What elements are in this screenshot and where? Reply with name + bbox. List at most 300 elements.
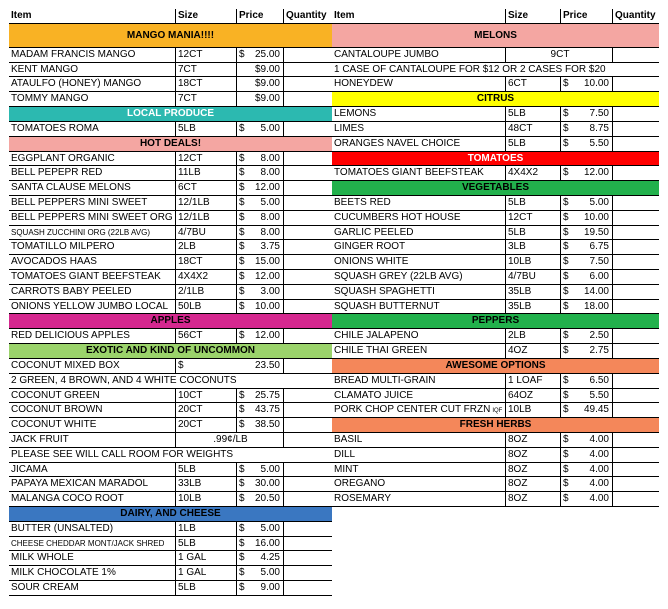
item-price	[560, 389, 612, 403]
item-row-cucumbers-hot-house	[332, 211, 659, 226]
item-row-mint	[332, 463, 659, 478]
item-price	[236, 63, 283, 77]
item-price	[560, 226, 612, 240]
price-value: 7.50	[589, 108, 609, 120]
item-size: 35LB	[505, 300, 560, 314]
item-name	[9, 285, 175, 299]
note-row	[9, 374, 332, 389]
price-value: 5.50	[589, 137, 609, 149]
item-row-jack-fruit	[9, 433, 332, 448]
section-title: FRESH HERBS	[459, 419, 532, 431]
item-price	[560, 166, 612, 180]
item-price	[560, 344, 612, 358]
item-row-onions-white	[332, 255, 659, 270]
price-currency: $	[563, 271, 569, 282]
item-price	[560, 211, 612, 225]
price-currency: $	[239, 300, 245, 312]
quantity-input[interactable]	[612, 403, 659, 417]
section-header-citrus	[332, 92, 659, 107]
price-value: 12.00	[254, 182, 280, 194]
item-size: 12CT	[175, 48, 236, 62]
item-size: 5LB	[505, 107, 560, 121]
item-price	[236, 255, 283, 269]
quantity-input[interactable]	[612, 374, 659, 388]
item-name-text: SQUASH SPAGHETTI	[334, 285, 435, 297]
item-row-madam-francis-mango	[9, 48, 332, 63]
item-name	[9, 211, 175, 225]
item-row-bell-peppers-mini-sweet	[9, 196, 332, 211]
price-currency: $	[239, 552, 245, 564]
item-price	[236, 537, 283, 551]
price-value: 5.00	[260, 522, 280, 534]
quantity-input[interactable]	[283, 48, 332, 62]
item-price	[236, 418, 283, 432]
quantity-input[interactable]	[612, 389, 659, 403]
item-price	[560, 122, 612, 136]
item-row-tomatillo-milpero	[9, 240, 332, 255]
quantity-input[interactable]	[283, 166, 332, 180]
item-row-squash-spaghetti	[332, 285, 659, 300]
item-row-squash-butternut	[332, 300, 659, 315]
quantity-input[interactable]	[283, 211, 332, 225]
price-currency: $	[563, 256, 569, 268]
quantity-input[interactable]	[283, 270, 332, 284]
quantity-input[interactable]	[283, 359, 332, 373]
item-name	[332, 285, 505, 299]
quantity-input[interactable]	[612, 107, 659, 121]
item-row-onions-yellow-jumbo-local	[9, 300, 332, 315]
section-header-local-produce	[9, 107, 332, 122]
item-name	[9, 403, 175, 417]
item-name-text: ROSEMARY	[334, 493, 392, 505]
price-value: 14.00	[583, 285, 609, 297]
item-name-text: COCONUT MIXED BOX	[11, 359, 120, 371]
item-name-text: LEMONS	[334, 108, 377, 120]
header-price: Price	[236, 9, 283, 23]
item-name-text: BASIL	[334, 433, 363, 445]
item-size: 8OZ	[505, 463, 560, 477]
item-price	[236, 300, 283, 314]
item-price	[236, 389, 283, 403]
section-header-awesome-options	[332, 359, 659, 374]
item-size: 33LB	[175, 477, 236, 491]
item-price	[560, 477, 612, 491]
note-text: PLEASE SEE WILL CALL ROOM FOR WEIGHTS	[11, 448, 234, 460]
section-header-melons	[332, 24, 659, 48]
note-row	[9, 448, 332, 463]
quantity-input[interactable]	[283, 537, 332, 551]
item-size: 4OZ	[505, 344, 560, 358]
item-name	[9, 48, 175, 62]
price-currency: $	[178, 359, 184, 371]
item-size: 4/7BU	[175, 226, 236, 240]
section-title: CITRUS	[476, 93, 515, 105]
header-quantity: Quantity	[283, 9, 332, 23]
item-row-coconut-white	[9, 418, 332, 433]
header-row	[332, 9, 659, 24]
item-name-text: ONIONS WHITE	[334, 256, 409, 268]
section-title: AWESOME OPTIONS	[445, 359, 546, 371]
quantity-input[interactable]	[612, 270, 659, 284]
quantity-input[interactable]	[283, 433, 332, 447]
item-row-kent-mango	[9, 63, 332, 78]
item-name	[332, 329, 505, 343]
quantity-input[interactable]	[612, 285, 659, 299]
note-row	[332, 63, 659, 78]
item-row-oregano	[332, 477, 659, 492]
price-value: 25.75	[254, 389, 280, 401]
item-name-text: CLAMATO JUICE	[334, 389, 414, 401]
item-size: 10LB	[505, 403, 560, 417]
quantity-input[interactable]	[283, 492, 332, 506]
item-name	[332, 211, 505, 225]
price-value: 7.50	[589, 256, 609, 268]
price-value: 4.00	[589, 448, 609, 460]
section-header-vegetables	[332, 181, 659, 196]
item-price	[236, 403, 283, 417]
item-price	[236, 285, 283, 299]
item-row-squash-grey-22lb-avg	[332, 270, 659, 285]
item-price	[560, 285, 612, 299]
quantity-input[interactable]	[283, 77, 332, 91]
quantity-input[interactable]	[612, 137, 659, 151]
item-price: .99¢/LB	[175, 433, 283, 447]
item-name-text: BUTTER (UNSALTED)	[11, 522, 114, 534]
section-header-peppers	[332, 314, 659, 329]
item-name-text: COCONUT GREEN	[11, 389, 100, 401]
item-name	[9, 492, 175, 506]
item-name	[332, 48, 505, 62]
item-size: 10LB	[505, 255, 560, 269]
item-price	[560, 329, 612, 343]
item-price	[560, 107, 612, 121]
item-name-text: JACK FRUIT	[11, 433, 69, 445]
quantity-input[interactable]	[612, 240, 659, 254]
item-name-text: JICAMA	[11, 463, 48, 475]
item-size: 12CT	[505, 211, 560, 225]
quantity-input[interactable]	[612, 226, 659, 240]
section-title: TOMATOES	[467, 152, 524, 164]
quantity-input[interactable]	[283, 522, 332, 536]
item-price	[236, 77, 283, 91]
item-size: 7CT	[175, 63, 236, 77]
price-currency: $	[563, 196, 569, 208]
quantity-input[interactable]	[283, 418, 332, 432]
price-currency: $	[563, 78, 569, 90]
quantity-input[interactable]	[612, 48, 659, 62]
item-row-eggplant-organic	[9, 152, 332, 167]
section-title: VEGETABLES	[461, 182, 530, 194]
price-currency: $	[239, 211, 245, 223]
quantity-input[interactable]	[612, 77, 659, 91]
item-size: 8OZ	[505, 492, 560, 506]
section-header-mango-mania	[9, 24, 332, 48]
section-title: LOCAL PRODUCE	[126, 108, 215, 120]
item-name-text: BELL PEPPERS MINI SWEET	[11, 196, 148, 208]
price-value: 5.00	[260, 122, 280, 134]
item-row-avocados-haas	[9, 255, 332, 270]
item-name	[9, 537, 175, 551]
price-value: 8.00	[260, 226, 280, 238]
item-name-text: SQUASH ZUCCHINI ORG (22LB AVG)	[11, 227, 150, 237]
price-currency: $	[563, 463, 569, 475]
item-row-tomatoes-giant-beefsteak	[332, 166, 659, 181]
item-row-coconut-mixed-box	[9, 359, 332, 374]
quantity-input[interactable]	[283, 581, 332, 595]
quantity-input[interactable]	[283, 566, 332, 580]
item-size: 48CT	[505, 122, 560, 136]
section-header-exotic-and-kind-of-uncommon	[9, 344, 332, 359]
item-name	[332, 77, 505, 91]
section-header-tomatoes	[332, 152, 659, 167]
item-size: 1 GAL	[175, 566, 236, 580]
price-value: 3.00	[260, 285, 280, 297]
price-value: 23.50	[254, 359, 280, 371]
quantity-input[interactable]	[283, 551, 332, 565]
item-name-text: COCONUT WHITE	[11, 419, 97, 431]
item-price	[560, 255, 612, 269]
price-currency: $	[563, 404, 569, 416]
price-currency: $	[563, 493, 569, 505]
quantity-input[interactable]	[283, 329, 332, 343]
quantity-input[interactable]	[283, 403, 332, 417]
item-name-text: RED DELICIOUS APPLES	[11, 330, 130, 342]
price-value: 10.00	[583, 78, 609, 90]
item-size: 5LB	[505, 196, 560, 210]
item-price	[236, 152, 283, 166]
item-name	[332, 374, 505, 388]
section-header-hot-deals	[9, 137, 332, 152]
item-name-text: ONIONS YELLOW JUMBO LOCAL	[11, 300, 169, 312]
item-row-dill	[332, 448, 659, 463]
quantity-input[interactable]	[612, 300, 659, 314]
item-row-ginger-root	[332, 240, 659, 255]
quantity-input[interactable]	[283, 63, 332, 77]
item-name-text: TOMATOES GIANT BEEFSTEAK	[334, 167, 484, 179]
item-row-papaya-mexican-maradol	[9, 477, 332, 492]
quantity-input[interactable]	[612, 463, 659, 477]
quantity-input[interactable]	[283, 181, 332, 195]
note-text: 1 CASE OF CANTALOUPE FOR $12 OR 2 CASES FOR $20	[334, 63, 606, 75]
quantity-input[interactable]	[283, 226, 332, 240]
item-row-butter-unsalted	[9, 522, 332, 537]
price-currency: $	[563, 211, 569, 223]
quantity-input[interactable]	[283, 389, 332, 403]
item-name	[9, 77, 175, 91]
price-value: 2.50	[589, 330, 609, 342]
item-name	[9, 389, 175, 403]
price-value: $9.00	[254, 63, 280, 75]
item-size: 10CT	[175, 389, 236, 403]
item-row-squash-zucchini-org-22lb-avg	[9, 226, 332, 241]
price-currency: $	[239, 226, 245, 238]
item-name-suffix: IQF	[492, 408, 503, 415]
item-name	[9, 463, 175, 477]
quantity-input[interactable]	[283, 477, 332, 491]
section-title: MANGO MANIA!!!!	[126, 29, 215, 41]
item-price	[236, 492, 283, 506]
item-name-text: CARROTS BABY PEELED	[11, 285, 132, 297]
price-value: 4.00	[589, 493, 609, 505]
item-row-bell-pepepr-red	[9, 166, 332, 181]
price-value: 12.00	[583, 167, 609, 179]
quantity-input[interactable]	[612, 492, 659, 506]
item-name	[9, 433, 175, 447]
item-price	[560, 77, 612, 91]
price-value: 10.00	[583, 211, 609, 223]
section-title: MELONS	[474, 29, 517, 41]
item-name-text: MILK WHOLE	[11, 552, 74, 564]
item-price	[560, 463, 612, 477]
item-price	[236, 48, 283, 62]
item-name	[9, 300, 175, 314]
item-row-honeydew	[332, 77, 659, 92]
price-value: 2.75	[589, 345, 609, 357]
item-price	[560, 196, 612, 210]
item-price	[560, 300, 612, 314]
item-size: 3LB	[505, 240, 560, 254]
item-name-text: TOMATILLO MILPERO	[11, 241, 115, 253]
item-price	[236, 566, 283, 580]
price-currency: $	[239, 567, 245, 579]
item-price	[236, 581, 283, 595]
item-price	[236, 181, 283, 195]
section-header-fresh-herbs	[332, 418, 659, 433]
item-row-oranges-navel-choice	[332, 137, 659, 152]
item-name-text: CHILE JALAPENO	[334, 330, 419, 342]
item-size: 5LB	[175, 463, 236, 477]
price-value: 10.00	[254, 300, 280, 312]
quantity-input[interactable]	[283, 152, 332, 166]
item-row-rosemary	[332, 492, 659, 507]
item-row-garlic-peeled	[332, 226, 659, 241]
item-row-lemons	[332, 107, 659, 122]
quantity-input[interactable]	[283, 92, 332, 106]
price-currency: $	[563, 345, 569, 357]
item-name	[332, 477, 505, 491]
quantity-input[interactable]	[283, 285, 332, 299]
item-row-cantaloupe-jumbo	[332, 48, 659, 63]
section-header-dairy-and-cheese	[9, 507, 332, 522]
price-value: 18.00	[583, 300, 609, 312]
item-price	[560, 137, 612, 151]
quantity-input[interactable]	[612, 448, 659, 462]
quantity-input[interactable]	[612, 329, 659, 343]
item-name-text: OREGANO	[334, 478, 386, 490]
price-currency: $	[239, 389, 245, 401]
price-currency: $	[239, 404, 245, 416]
item-name	[332, 107, 505, 121]
item-name	[9, 581, 175, 595]
item-name	[332, 226, 505, 240]
item-row-cheese-cheddar-mont-jack-shred	[9, 537, 332, 552]
price-value: 8.00	[260, 211, 280, 223]
quantity-input[interactable]	[612, 196, 659, 210]
item-price	[236, 122, 283, 136]
quantity-input[interactable]	[612, 255, 659, 269]
item-name	[9, 477, 175, 491]
item-name	[9, 551, 175, 565]
quantity-input[interactable]	[283, 196, 332, 210]
quantity-input[interactable]	[283, 463, 332, 477]
item-name	[9, 226, 175, 240]
item-size: 1 LOAF	[505, 374, 560, 388]
item-size: 18CT	[175, 77, 236, 91]
item-size: 64OZ	[505, 389, 560, 403]
price-value: 16.00	[254, 537, 280, 549]
item-name-text: DILL	[334, 448, 356, 460]
item-row-chile-thai-green	[332, 344, 659, 359]
item-name	[332, 463, 505, 477]
quantity-input[interactable]	[283, 240, 332, 254]
quantity-input[interactable]	[612, 166, 659, 180]
price-currency: $	[239, 330, 245, 342]
item-size: 35LB	[505, 285, 560, 299]
quantity-input[interactable]	[612, 433, 659, 447]
item-name-text: CHILE THAI GREEN	[334, 345, 428, 357]
item-size: 5LB	[505, 137, 560, 151]
price-currency: $	[239, 152, 245, 164]
quantity-input[interactable]	[612, 211, 659, 225]
item-name	[9, 196, 175, 210]
price-value: 12.00	[254, 330, 280, 342]
price-currency: $	[563, 433, 569, 445]
price-currency: $	[239, 122, 245, 134]
item-row-pork-chop-center-cut-frzn	[332, 403, 659, 418]
price-value: 5.00	[260, 196, 280, 208]
item-name-text: MINT	[334, 463, 359, 475]
item-row-red-delicious-apples	[9, 329, 332, 344]
item-row-basil	[332, 433, 659, 448]
item-size: 9CT	[505, 48, 612, 62]
quantity-input[interactable]	[612, 344, 659, 358]
price-value: 12.00	[254, 271, 280, 282]
price-currency: $	[563, 374, 569, 386]
section-title: DAIRY, AND CHEESE	[120, 508, 221, 519]
price-currency: $	[239, 493, 245, 505]
price-value: 19.50	[583, 226, 609, 238]
item-size: 1LB	[175, 522, 236, 536]
quantity-input[interactable]	[283, 300, 332, 314]
item-row-ataulfo-honey-mango	[9, 77, 332, 92]
item-row-carrots-baby-peeled	[9, 285, 332, 300]
item-price	[236, 196, 283, 210]
price-value: 30.00	[254, 478, 280, 490]
item-row-chile-jalapeno	[332, 329, 659, 344]
item-size: 20CT	[175, 418, 236, 432]
item-name-text: MILK CHOCOLATE 1%	[11, 567, 116, 579]
price-currency: $	[239, 241, 245, 253]
item-price	[236, 240, 283, 254]
quantity-input[interactable]	[283, 122, 332, 136]
quantity-input[interactable]	[612, 477, 659, 491]
quantity-input[interactable]	[612, 122, 659, 136]
item-name	[332, 344, 505, 358]
price-currency: $	[239, 285, 245, 297]
price-currency: $	[239, 582, 245, 594]
item-size: 4/7BU	[505, 270, 560, 284]
item-name-text: ORANGES NAVEL CHOICE	[334, 137, 461, 149]
item-size: 12/1LB	[175, 196, 236, 210]
item-size: 4X4X2	[175, 270, 236, 284]
item-name-text: ATAULFO (HONEY) MANGO	[11, 78, 142, 90]
price-currency: $	[239, 537, 245, 549]
quantity-input[interactable]	[283, 255, 332, 269]
item-price	[236, 166, 283, 180]
price-currency: $	[563, 389, 569, 401]
item-size: 5LB	[175, 581, 236, 595]
item-name	[9, 255, 175, 269]
